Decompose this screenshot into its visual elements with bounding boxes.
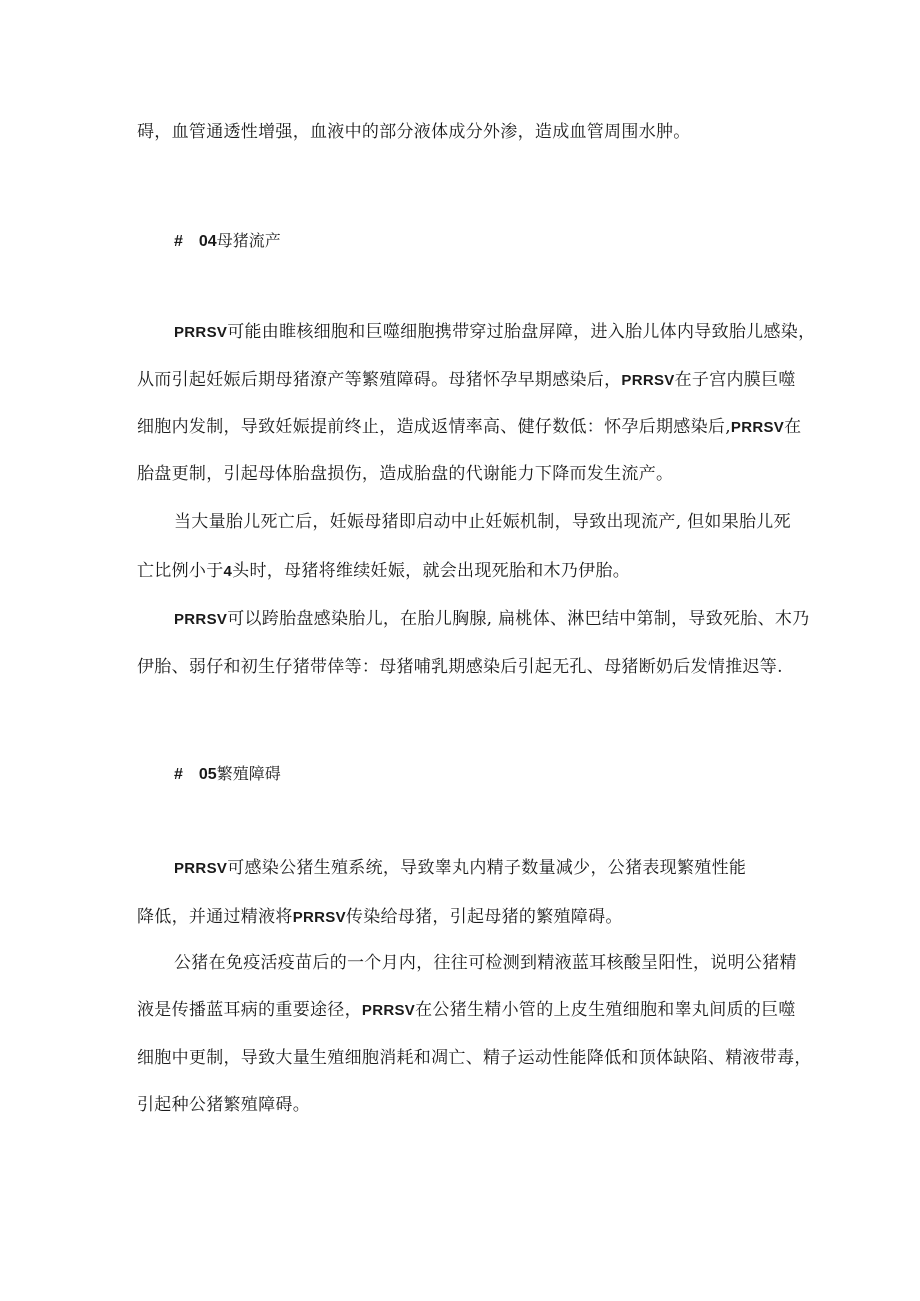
text-span: 头时，母猪将维续妊娠，就会出现死胎和木乃伊胎。: [232, 561, 631, 581]
text-span: 降低，并通过精液将: [137, 907, 293, 927]
text-span: 从而引起妊娠后期母猪潦产等繁殖障碍。母猪怀孕早期感染后，: [137, 370, 622, 390]
heading-number: 05: [198, 766, 217, 783]
intro-line: 碍，血管通透性增强，血液中的部分液体成分外渗，造成血管周围水肿。: [137, 122, 691, 142]
section-05-heading: [174, 763, 281, 786]
paragraph-line: [137, 369, 796, 392]
paragraph-line: 当大量胎儿死亡后，妊娠母猪即启动中止妊娠机制，导致出现流产, 但如果胎儿死: [174, 512, 791, 532]
heading-hash: #: [174, 233, 183, 250]
paragraph-line: [137, 560, 630, 583]
prrsv-term: PRRSV: [174, 324, 228, 341]
prrsv-term: PRRSV: [621, 372, 675, 389]
text-span: 亡比例小于: [137, 561, 224, 581]
prrsv-term: PRRSV: [292, 909, 346, 926]
paragraph-line: [137, 416, 801, 439]
paragraph-line: [137, 906, 623, 929]
heading-hash: #: [174, 766, 183, 783]
heading-number: 04: [198, 233, 217, 250]
heading-title: 母猪流产: [216, 231, 281, 250]
text-span: 液是传播蓝耳病的重要途径，: [137, 1000, 362, 1020]
text-span: 在: [784, 417, 802, 437]
paragraph-line: 胎盘更制，引起母体胎盘损伤，造成胎盘的代谢能力下降而发生流产。: [137, 464, 674, 484]
paragraph-line: 伊胎、弱仔和初生仔猪带倖等：母猪哺乳期感染后引起无孔、母猪断奶后发情推迟等.: [137, 657, 783, 677]
paragraph-line: 公猪在免疫活疫苗后的一个月内，往往可检测到精液蓝耳核酸呈阳性，说明公猪精: [174, 953, 797, 973]
text-span: 传染给母猪，引起母猪的繁殖障碍。: [345, 907, 623, 927]
text-span: 在公猪生精小管的上皮生殖细胞和睾丸间质的巨噬: [415, 1000, 796, 1020]
text-span: 细胞内发制，导致妊娠提前终止，造成返情率高、健仔数低：怀孕后期感染后,: [137, 417, 731, 437]
prrsv-term: PRRSV: [730, 419, 785, 436]
paragraph-line: 细胞中更制，导致大量生殖细胞消耗和凋亡、精子运动性能降低和顶体缺陷、精液带毒，: [137, 1048, 812, 1068]
text-span: 可感染公猪生殖系统，导致睾丸内精子数量减少，公猪表现繁殖性能: [227, 858, 747, 878]
paragraph-line: [174, 608, 810, 631]
paragraph-line: 引起种公猪繁殖障碍。: [137, 1095, 310, 1115]
prrsv-term: PRRSV: [174, 860, 228, 877]
prrsv-term: PRRSV: [174, 611, 228, 628]
paragraph-line: [137, 999, 796, 1022]
paragraph-line: [174, 857, 746, 880]
text-span: 在子宫内膜巨噬: [674, 370, 796, 390]
prrsv-term: PRRSV: [361, 1002, 416, 1019]
heading-title: 繁殖障碍: [216, 764, 281, 783]
text-span: 可能由睢核细胞和巨噬细胞携带穿过胎盘屏障，进入胎儿体内导致胎儿感染，: [227, 322, 816, 342]
number-term: 4: [223, 563, 233, 580]
section-04-heading: [174, 230, 281, 253]
paragraph-line: [174, 321, 815, 344]
text-span: 可以跨胎盘感染胎儿，在胎儿胸腺, 扁桃体、淋巴结中第制，导致死胎、木乃: [227, 609, 810, 629]
